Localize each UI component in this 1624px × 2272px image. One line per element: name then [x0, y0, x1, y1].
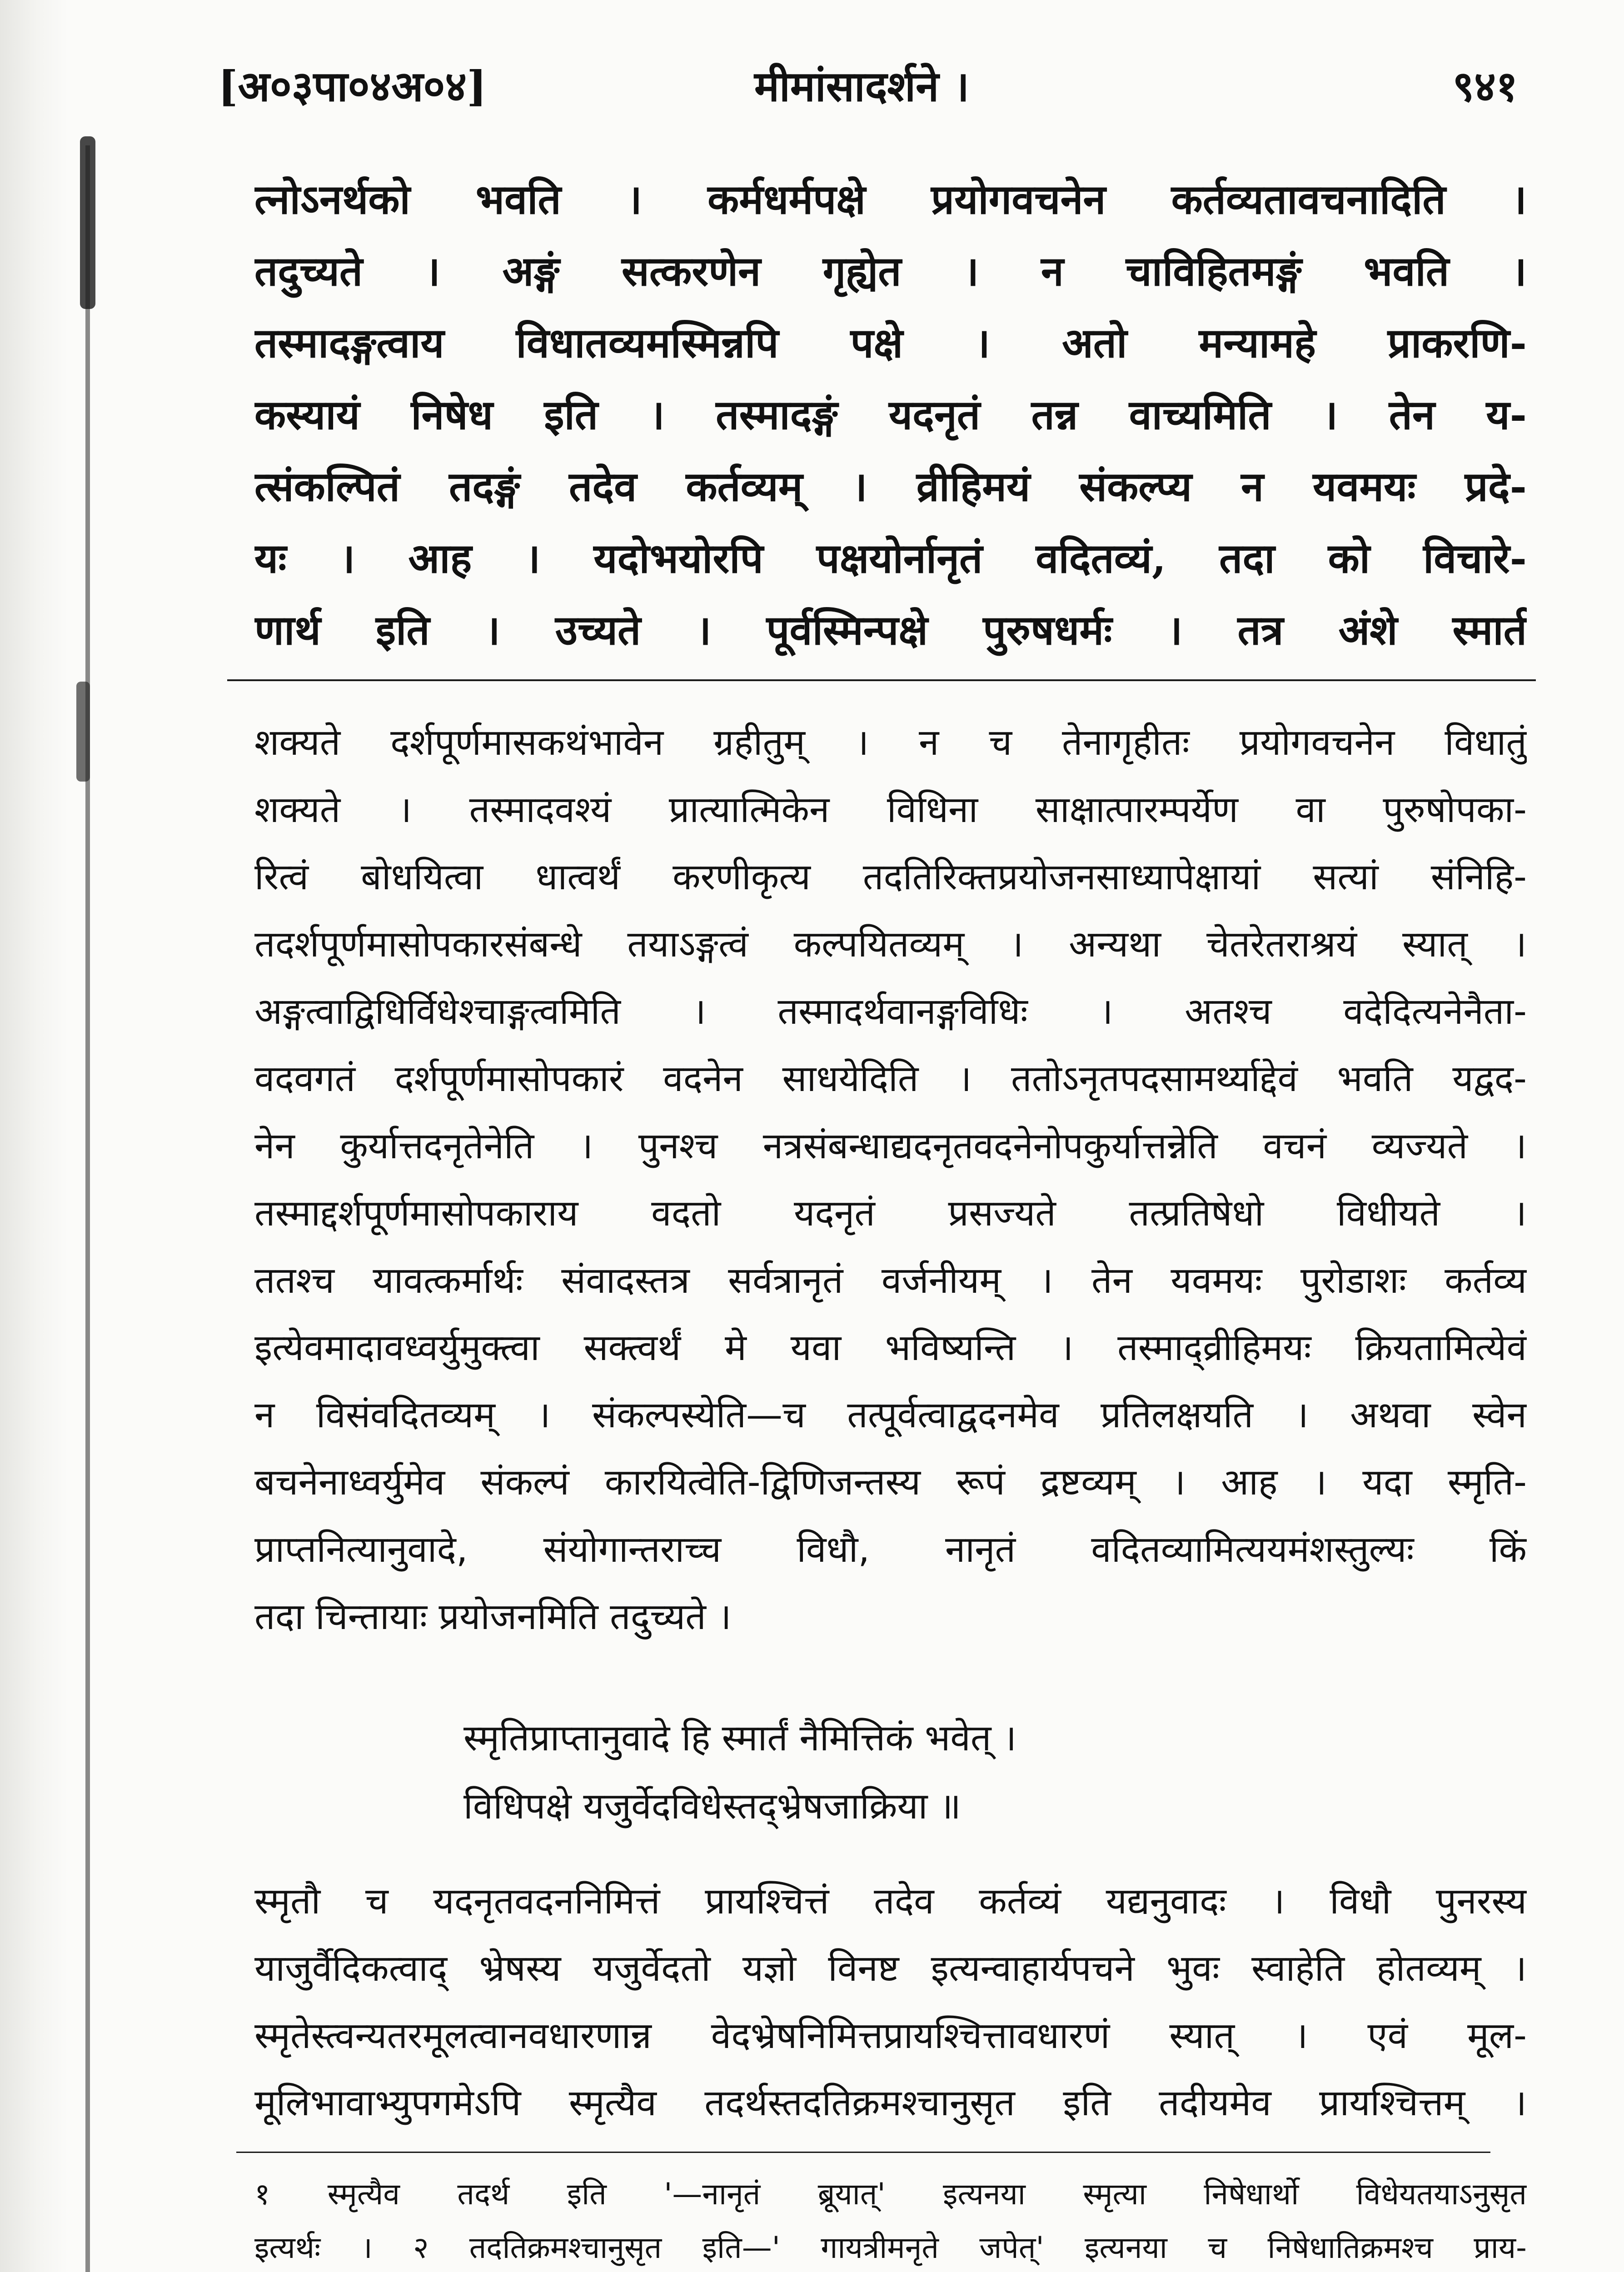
running-header [218, 55, 1518, 127]
text-line: ततश्च यावत्कर्मार्थः संवादस्तत्र सर्वत्रानृतं वर्जनीयम् । तेन यवमयः पुरोडाशः कर्तव्य [254, 1259, 1527, 1301]
verse-line: स्मृतिप्राप्तानुवादे हि स्मार्तं नैमित्तिकं भवेत् । [463, 1717, 1017, 1759]
commentary-block [254, 709, 1527, 1650]
commentary-continuation [254, 1868, 1527, 2137]
binding-ink-mark [76, 682, 90, 782]
text-line: स्मृतेस्त्वन्यतरमूलत्वानवधारणान्न वेदभ्रेषनिमित्तप्रायश्चित्तावधारणं स्यात् । एवं मूल- [254, 2014, 1527, 2057]
footnote-line: इत्यर्थः । २ तदतिक्रमश्चानुसृत इति—' गायत्रीमनृते जपेत्' इत्यनया च निषेधातिक्रमश्च प्राय- [254, 2230, 1527, 2265]
text-line: अङ्गत्वाद्विधिर्विधेश्चाङ्गत्वमिति । तस्मादर्थवानङ्गविधिः । अतश्च वदेदित्यनेनैता- [254, 990, 1527, 1032]
text-line: नेन कुर्यात्तदनृतेनेति । पुनश्च नत्रसंबन्धाद्यदनृतवदनेनोपकुर्यात्तन्नेति वचनं व्यज्यते । [254, 1125, 1527, 1167]
text-line: याजुर्वैदिकत्वाद् भ्रेषस्य यजुर्वेदतो यज्ञो विनष्ट इत्यन्वाहार्यपचने भुवः स्वाहेति होतव्यम् । [254, 1947, 1527, 1989]
verse-block [463, 1704, 1463, 1840]
page-number: ९४१ [1452, 62, 1518, 111]
main-text-block [254, 164, 1527, 666]
text-line: इत्येवमादावध्वर्युमुक्त्वा सक्त्वर्थं मे यवा भविष्यन्ति । तस्माद्व्रीहिमयः क्रियतामित्येवं [254, 1326, 1527, 1369]
text-line: मूलिभावाभ्युपगमेऽपि स्मृत्यैव तदर्थस्तदतिक्रमश्चानुसृत इति तदीयमेव प्रायश्चित्तम् । [254, 2082, 1527, 2124]
footnote-line: १ स्मृत्यैव तदर्थ इति '—नानृतं ब्रूयात्' इत्यनया स्मृत्या निषेधार्थो विधेयतयाऽनुसृत [254, 2177, 1527, 2212]
binding-ink-mark [80, 136, 95, 309]
text-line: वदवगतं दर्शपूर्णमासोपकारं वदनेन साधयेदिति । ततोऽनृतपदसामर्थ्याद्देवं भवति यद्वद- [254, 1057, 1527, 1100]
text-line: णार्थ इति । उच्यते । पूर्वस्मिन्पक्षे पुरुषधर्मः । तत्र अंशे स्मार्त [254, 606, 1527, 654]
text-line: तस्मादङ्गत्वाय विधातव्यमस्मिन्नपि पक्षे । अतो मन्यामहे प्राकरणि- [254, 319, 1527, 367]
text-line: तदा चिन्तायाः प्रयोजनमिति तदुच्यते । [254, 1595, 732, 1638]
section-reference: [अ०३पा०४अ०४] [218, 62, 487, 111]
binding-edge [0, 0, 68, 2272]
footnotes-block [254, 2167, 1527, 2272]
footnote-divider [236, 2152, 1490, 2153]
text-line: शक्यते । तस्मादवश्यं प्रात्यात्मिकेन विधिना साक्षात्पारम्पर्येण वा पुरुषोपका- [254, 788, 1527, 831]
text-line: शक्यते दर्शपूर्णमासकथंभावेन ग्रहीतुम् । न च तेनागृहीतः प्रयोगवचनेन विधातुं [254, 721, 1527, 763]
binding-shadow-line [85, 145, 90, 2272]
text-line: त्नोऽनर्थको भवति । कर्मधर्मपक्षे प्रयोगवचनेन कर्तव्यतावचनादिति । [254, 175, 1527, 224]
text-line: बचनेनाध्वर्युमेव संकल्पं कारयित्वेति-द्विणिजन्तस्य रूपं द्रष्टव्यम् । आह । यदा स्मृति- [254, 1461, 1527, 1503]
text-line: तस्माद्दर्शपूर्णमासोपकाराय वदतो यदनृतं प्रसज्यते तत्प्रतिषेधो विधीयते । [254, 1192, 1527, 1234]
text-line: स्मृतौ च यदनृतवदननिमित्तं प्रायश्चित्तं तदेव कर्तव्यं यद्यनुवादः । विधौ पुनरस्य [254, 1880, 1527, 1922]
text-line: प्राप्तनित्यानुवादे, संयोगान्तराच्च विधौ, नानृतं वदितव्यामित्ययमंशस्तुल्यः किं [254, 1528, 1527, 1570]
section-divider [227, 679, 1536, 681]
text-line: तदर्शपूर्णमासोपकारसंबन्धे तयाऽङ्गत्वं कल्पयितव्यम् । अन्यथा चेतरेतराश्रयं स्यात् । [254, 923, 1527, 965]
text-line: तदुच्यते । अङ्गं सत्करणेन गृह्येत । न चाविहितमङ्गं भवति । [254, 247, 1527, 295]
text-line: त्संकल्पितं तदङ्गं तदेव कर्तव्यम् । व्रीहिमयं संकल्प्य न यवमयः प्रदे- [254, 463, 1527, 511]
text-line: कस्यायं निषेध इति । तस्मादङ्गं यदनृतं तन्न वाच्यमिति । तेन य- [254, 391, 1527, 439]
text-line: यः । आह । यदोभयोरपि पक्षयोर्नानृतं वदितव्यं, तदा को विचारे- [254, 534, 1527, 583]
text-line: न विसंवदितव्यम् । संकल्पस्येति—च तत्पूर्वत्वाद्वदनमेव प्रतिलक्षयति । अथवा स्वेन [254, 1394, 1527, 1436]
verse-line: विधिपक्षे यजुर्वेदविधेस्तद्भ्रेषजाक्रिया ॥ [463, 1785, 961, 1827]
text-line: रित्वं बोधयित्वा धात्वर्थं करणीकृत्य तदतिरिक्तप्रयोजनसाध्यापेक्षायां सत्यां संनिहि- [254, 856, 1527, 898]
book-title: मीमांसादर्शने । [754, 62, 970, 111]
